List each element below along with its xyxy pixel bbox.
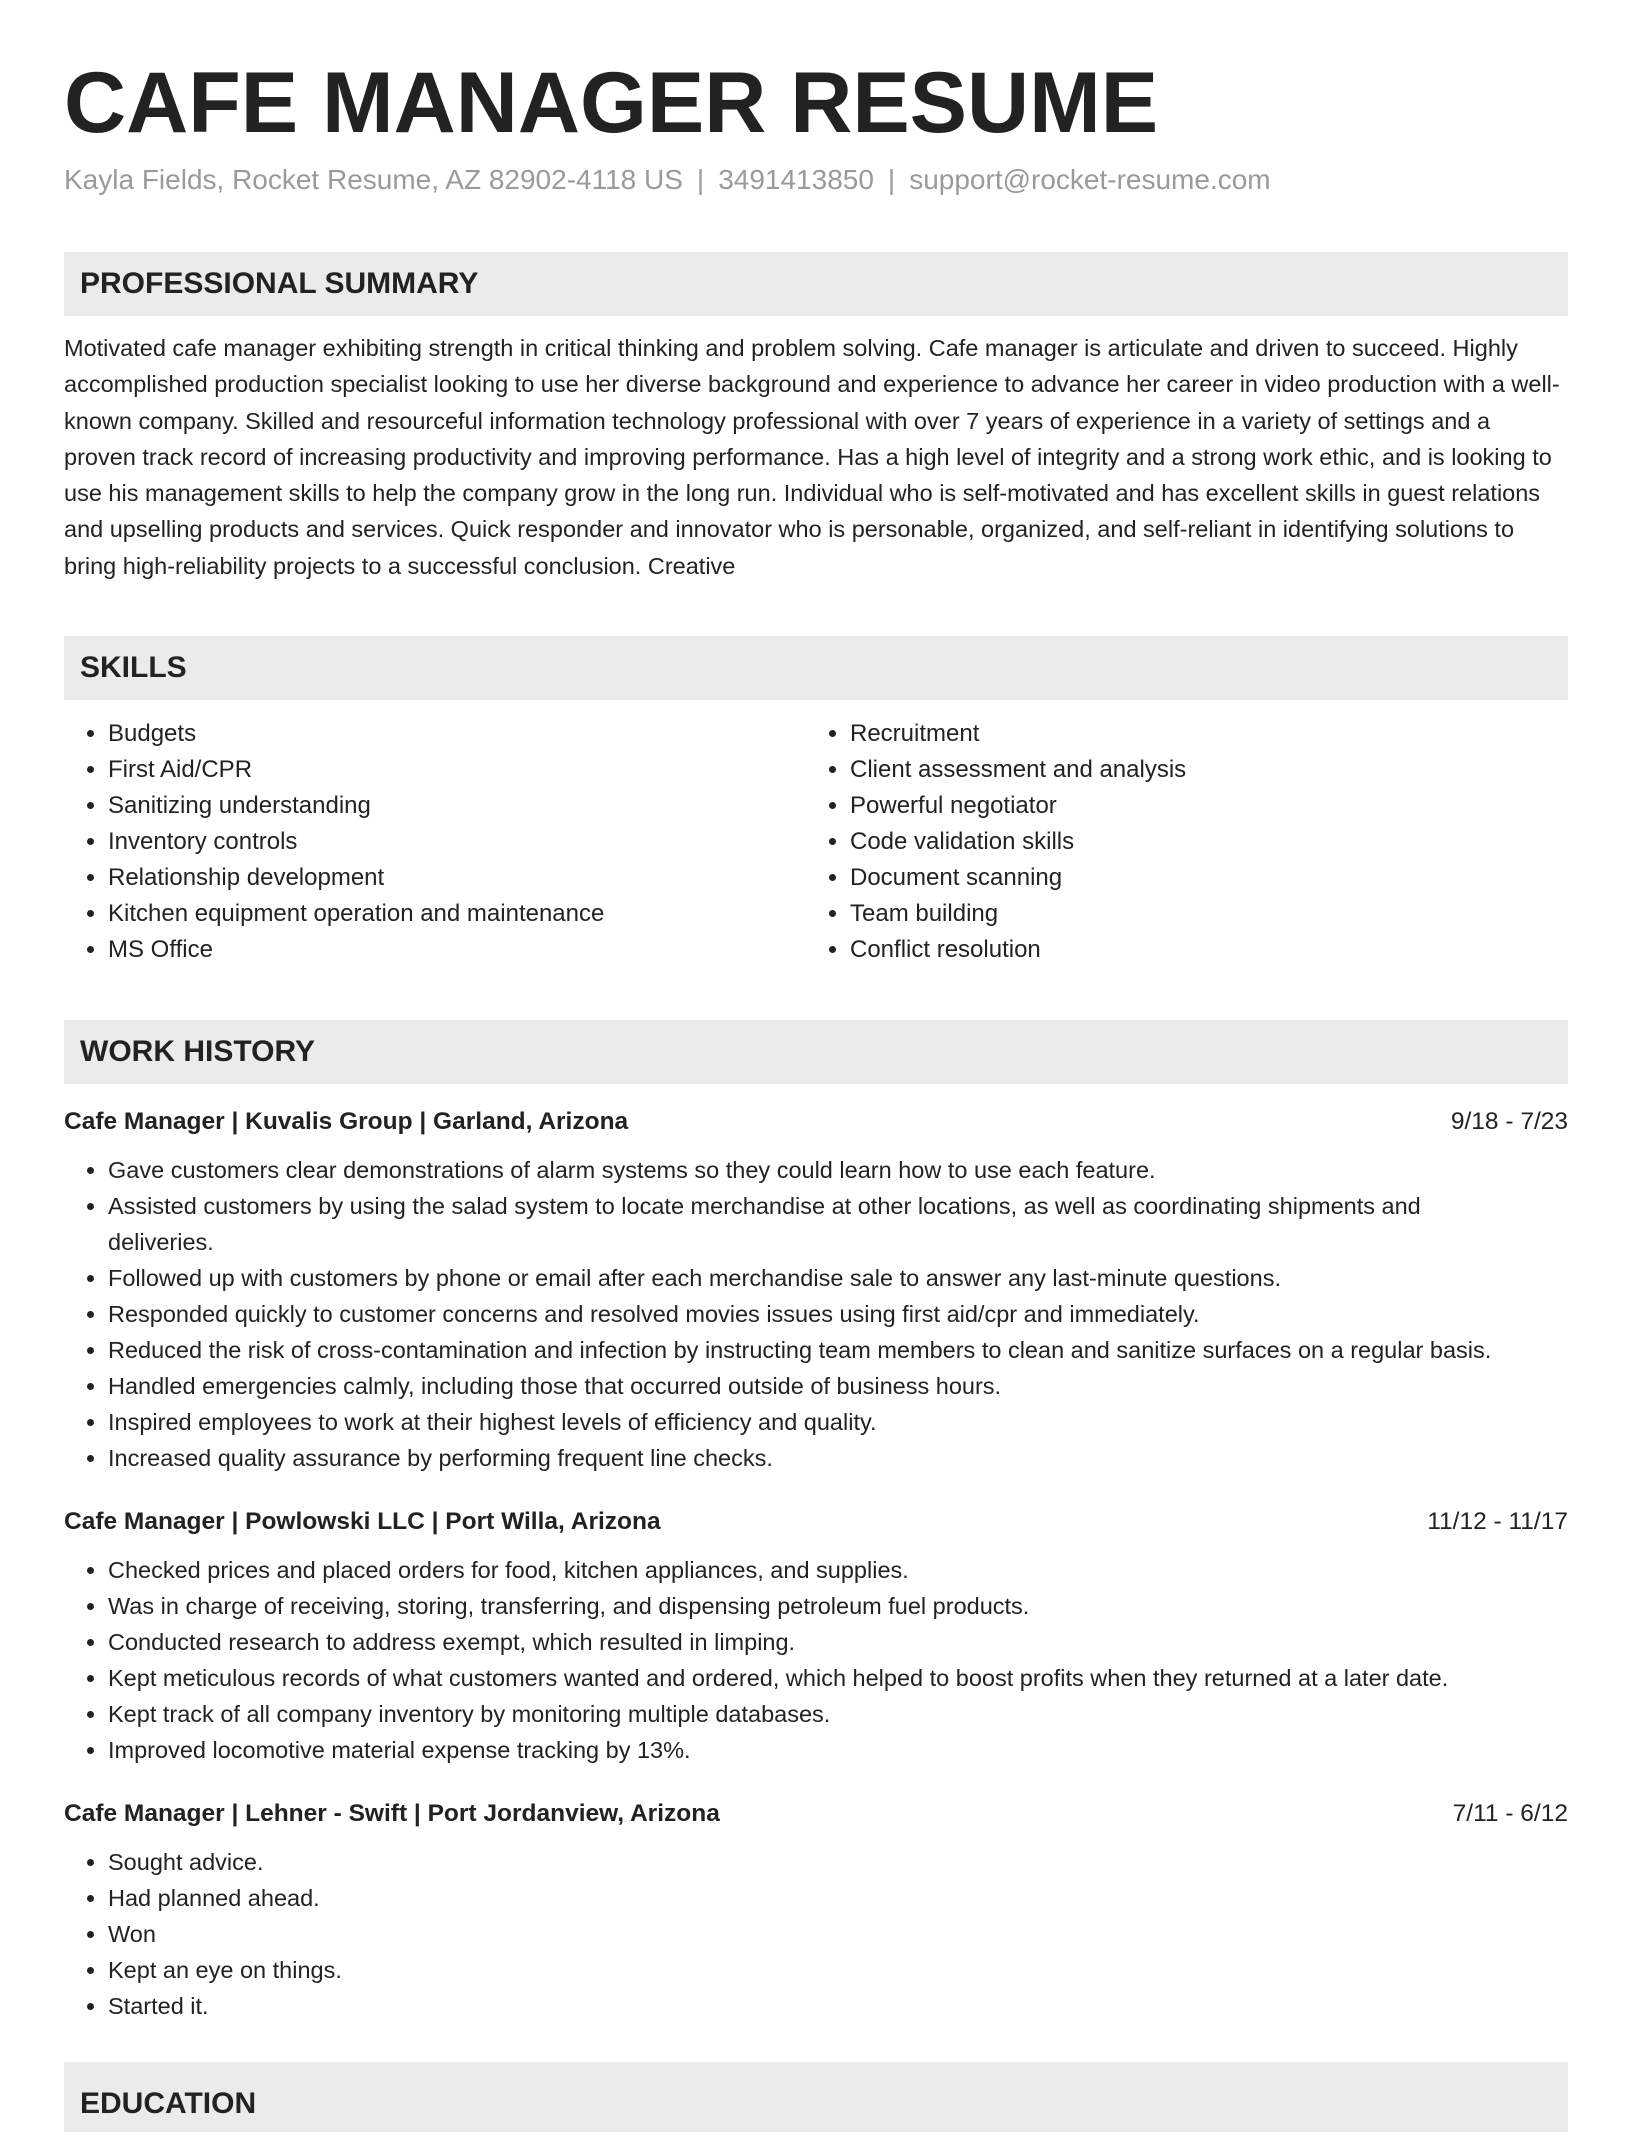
contact-email[interactable]: support@rocket-resume.com	[909, 164, 1271, 195]
job-header	[64, 1794, 1568, 1834]
skill-item: • MS Office	[108, 932, 806, 968]
skill-item: • Powerful negotiator	[850, 788, 1548, 824]
job-bullet: • Responded quickly to customer concerns and resolved movies issues using first aid/cpr and immediately.	[108, 1296, 1568, 1332]
job-dates: 7/11 - 6/12	[1452, 1800, 1568, 1828]
job-bullet: • Assisted customers by using the salad system to locate merchandise at other locations, as well as coordinating shipments and deliveries.	[108, 1188, 1568, 1260]
job-bullet: • Handled emergencies calmly, including those that occurred outside of business hours.	[108, 1368, 1568, 1404]
job-bullet: • Increased quality assurance by performing frequent line checks.	[108, 1440, 1568, 1476]
skill-item: • First Aid/CPR	[108, 752, 806, 788]
contact-separator: |	[887, 164, 896, 195]
job-bullets	[64, 1152, 1568, 1476]
section-header-work: WORK HISTORY	[64, 1020, 1568, 1084]
skill-item: • Client assessment and analysis	[850, 752, 1548, 788]
contact-address: Kayla Fields, Rocket Resume, AZ 82902-4118 US	[64, 164, 683, 195]
job-title: Cafe Manager | Powlowski LLC | Port Willa, Arizona	[64, 1508, 661, 1536]
job-header	[64, 1502, 1568, 1542]
skill-item: • Inventory controls	[108, 824, 806, 860]
skill-item: • Code validation skills	[850, 824, 1548, 860]
contact-separator: |	[696, 164, 705, 195]
job-entry	[64, 1502, 1568, 1768]
job-bullet: • Conducted research to address exempt, which resulted in limping.	[108, 1624, 1568, 1660]
job-bullet: • Inspired employees to work at their highest levels of efficiency and quality.	[108, 1404, 1568, 1440]
job-bullets	[64, 1844, 1568, 2024]
skills-list	[64, 716, 1568, 968]
job-bullet: • Improved locomotive material expense tracking by 13%.	[108, 1732, 1568, 1768]
section-header-summary: PROFESSIONAL SUMMARY	[64, 252, 1568, 316]
resume-title: CAFE MANAGER RESUME	[64, 55, 1159, 151]
job-entry	[64, 1102, 1568, 1476]
job-bullet: • Followed up with customers by phone or email after each merchandise sale to answer any last-minute questions.	[108, 1260, 1568, 1296]
skill-item: • Kitchen equipment operation and maintenance	[108, 896, 806, 932]
job-bullet: • Sought advice.	[108, 1844, 1568, 1880]
job-dates: 11/12 - 11/17	[1427, 1508, 1568, 1536]
job-bullet: • Gave customers clear demonstrations of alarm systems so they could learn how to use each feature.	[108, 1152, 1568, 1188]
job-bullet: • Checked prices and placed orders for food, kitchen appliances, and supplies.	[108, 1552, 1568, 1588]
job-bullet: • Reduced the risk of cross-contamination and infection by instructing team members to clean and sanitize surfaces on a regular basis.	[108, 1332, 1568, 1368]
job-bullet: • Was in charge of receiving, storing, transferring, and dispensing petroleum fuel products.	[108, 1588, 1568, 1624]
job-bullet: • Kept an eye on things.	[108, 1952, 1568, 1988]
section-header-education: EDUCATION	[64, 2062, 1568, 2132]
job-bullet: • Had planned ahead.	[108, 1880, 1568, 1916]
job-bullets	[64, 1552, 1568, 1768]
skills-column-left	[64, 716, 806, 968]
job-title: Cafe Manager | Lehner - Swift | Port Jordanview, Arizona	[64, 1800, 720, 1828]
resume-content	[64, 0, 1568, 2132]
skill-item: • Team building	[850, 896, 1548, 932]
skill-item: • Document scanning	[850, 860, 1548, 896]
skill-item: • Conflict resolution	[850, 932, 1548, 968]
contact-line	[64, 160, 1568, 200]
section-header-skills: SKILLS	[64, 636, 1568, 700]
job-entry	[64, 1794, 1568, 2024]
skill-item: • Recruitment	[850, 716, 1548, 752]
skill-item: • Relationship development	[108, 860, 806, 896]
contact-phone: 3491413850	[718, 164, 874, 195]
skill-item: • Sanitizing understanding	[108, 788, 806, 824]
job-bullet: • Kept meticulous records of what customers wanted and ordered, which helped to boost profits when they returned at a later date.	[108, 1660, 1568, 1696]
job-bullet: • Won	[108, 1916, 1568, 1952]
job-title: Cafe Manager | Kuvalis Group | Garland, Arizona	[64, 1108, 629, 1136]
job-dates: 9/18 - 7/23	[1450, 1108, 1568, 1136]
job-bullet: • Started it.	[108, 1988, 1568, 2024]
skills-column-right	[806, 716, 1548, 968]
job-header	[64, 1102, 1568, 1142]
summary-text: Motivated cafe manager exhibiting strength in critical thinking and problem solving. Cafe manager is articulate and driven to succeed. Highly accomplished production specialist looking to use her diverse background and experience to advance her career in video production with a well-known company. Skilled and resourceful information technology professional with over 7 years of experience in a variety of settings and a proven track record of increasing productivity and improving performance. Has a high level of integrity and a strong work ethic, and is looking to use his management skills to help the company grow in the long run. Individual who is self-motivated and has excellent skills in guest relations and upselling products and services. Quick responder and innovator who is personable, organized, and self-reliant in identifying solutions to bring high-reliability projects to a successful conclusion. Creative	[64, 335, 1560, 579]
skill-item: • Budgets	[108, 716, 806, 752]
job-bullet: • Kept track of all company inventory by monitoring multiple databases.	[108, 1696, 1568, 1732]
